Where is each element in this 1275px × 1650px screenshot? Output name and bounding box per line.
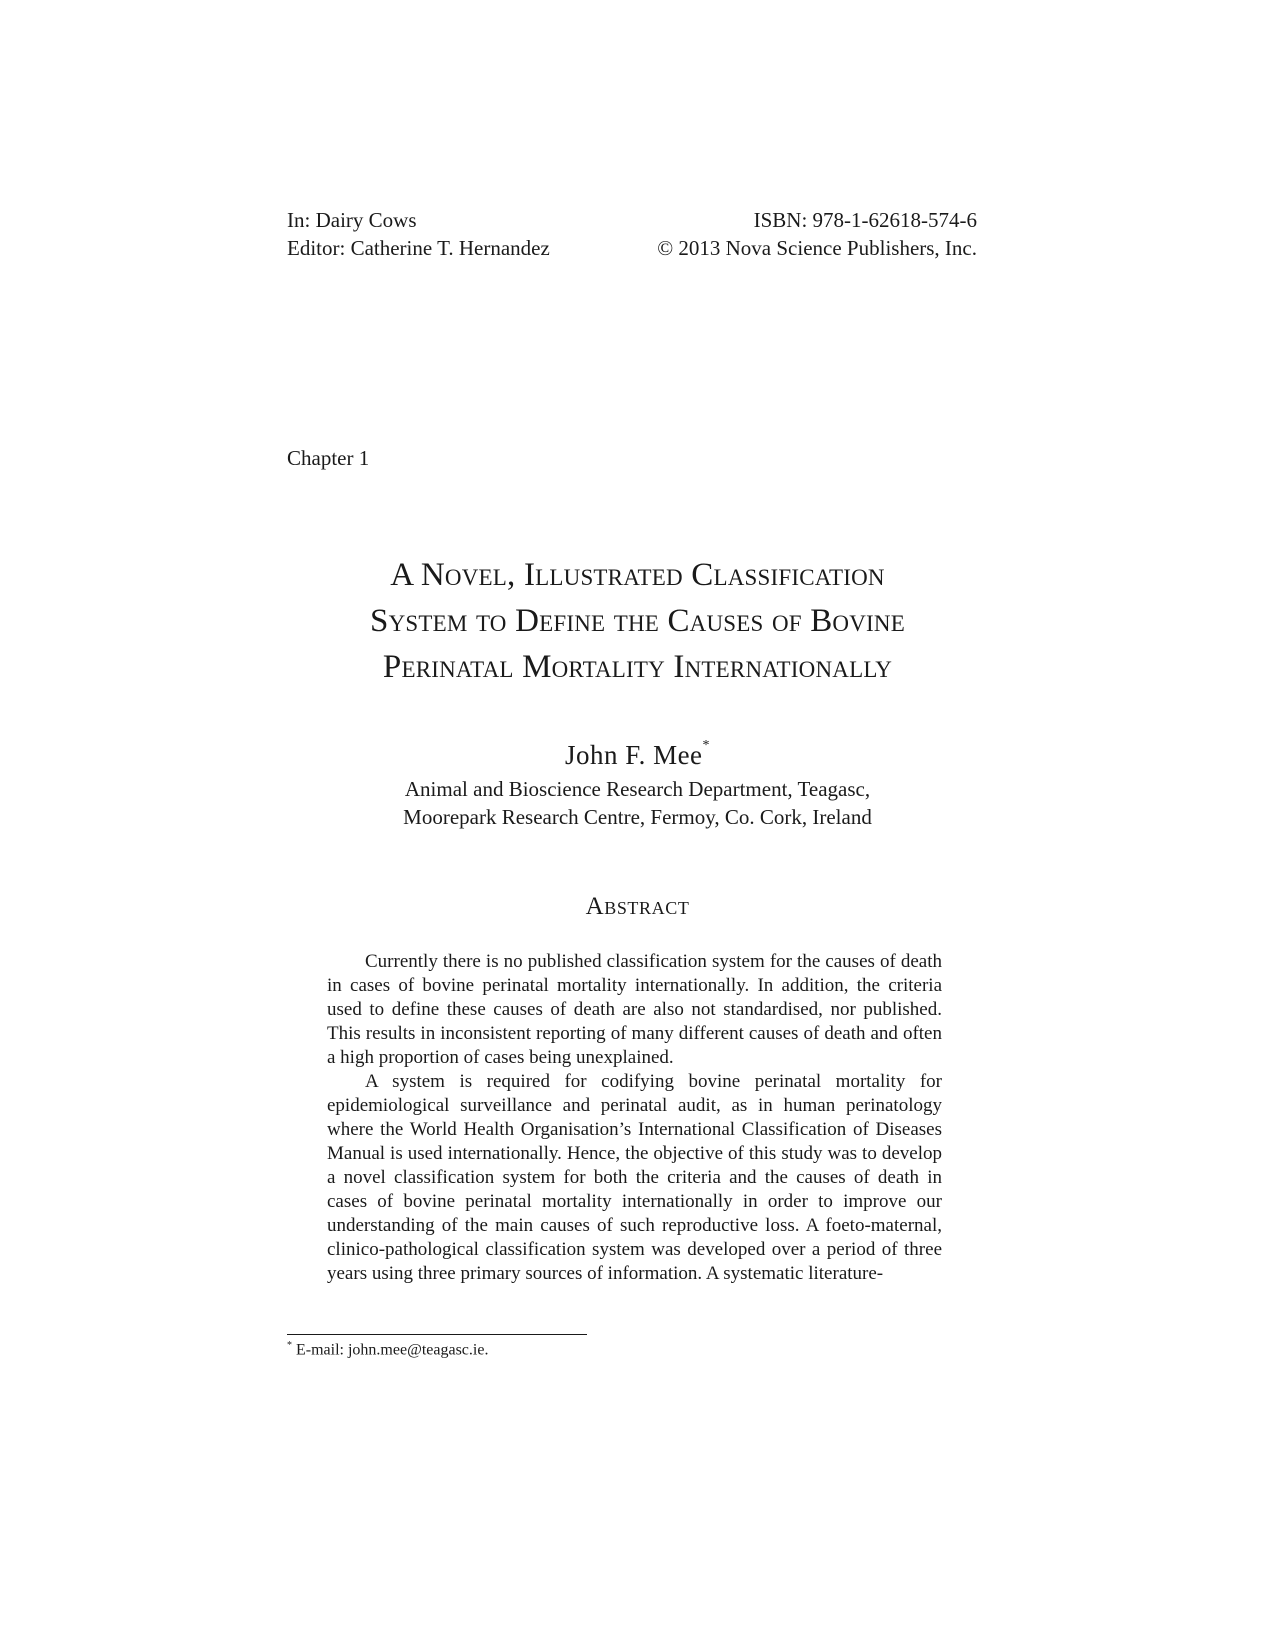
author-footnote-mark[interactable]: * bbox=[702, 738, 711, 753]
header-row-2 bbox=[287, 234, 977, 262]
footnote-text: E-mail: john.mee@teagasc.ie. bbox=[292, 1341, 489, 1359]
footnote bbox=[287, 1340, 488, 1359]
author-line bbox=[0, 740, 1275, 771]
editor: Editor: Catherine T. Hernandez bbox=[287, 236, 550, 260]
header-row-1 bbox=[287, 206, 977, 234]
author-name: John F. Mee bbox=[564, 740, 703, 770]
isbn: ISBN: 978-1-62618-574-6 bbox=[753, 208, 977, 232]
book-title: In: Dairy Cows bbox=[287, 208, 417, 232]
title-line: Perinatal Mortality Internationally bbox=[382, 649, 893, 685]
copyright: © 2013 Nova Science Publishers, Inc. bbox=[657, 236, 977, 260]
title-line: A Novel, Illustrated Classification bbox=[390, 557, 885, 593]
book-header bbox=[287, 206, 977, 262]
abstract-heading: Abstract bbox=[585, 893, 690, 920]
abstract-paragraph: A system is required for codifying bovine perinatal mortality for epidemiological surveillance and perinatal audit, as in human perinatology where the World Health Organisation’s International Classification of Diseases Manual is used internationally. Hence, the objective of this study was to develop a novel classification system for both the criteria and the causes of death in cases of bovine perinatal mortality internationally in order to improve our understanding of the main causes of such reproductive loss. A foeto-maternal, clinico-pathological classification system was developed over a period of three years using three primary sources of information. A systematic literature- bbox=[327, 1071, 942, 1284]
footnote-divider bbox=[287, 1334, 587, 1335]
title-line: System to Define the Causes of Bovine bbox=[370, 603, 905, 639]
footnote-mark: * bbox=[287, 1340, 292, 1351]
affiliation-line: Moorepark Research Centre, Fermoy, Co. Cork, Ireland bbox=[403, 805, 872, 829]
affiliation-line: Animal and Bioscience Research Department, Teagasc, bbox=[404, 777, 871, 801]
chapter-title bbox=[240, 552, 1035, 690]
chapter-label: Chapter 1 bbox=[287, 446, 370, 470]
abstract-paragraph: Currently there is no published classification system for the causes of death in cases of bovine perinatal mortality internationally. In addition, the criteria used to define these causes of death are also not standardised, nor published. This results in inconsistent reporting of many different causes of death and often a high proportion of cases being unexplained. bbox=[327, 951, 942, 1068]
author-affiliation bbox=[0, 775, 1275, 831]
abstract-body bbox=[327, 950, 942, 1286]
